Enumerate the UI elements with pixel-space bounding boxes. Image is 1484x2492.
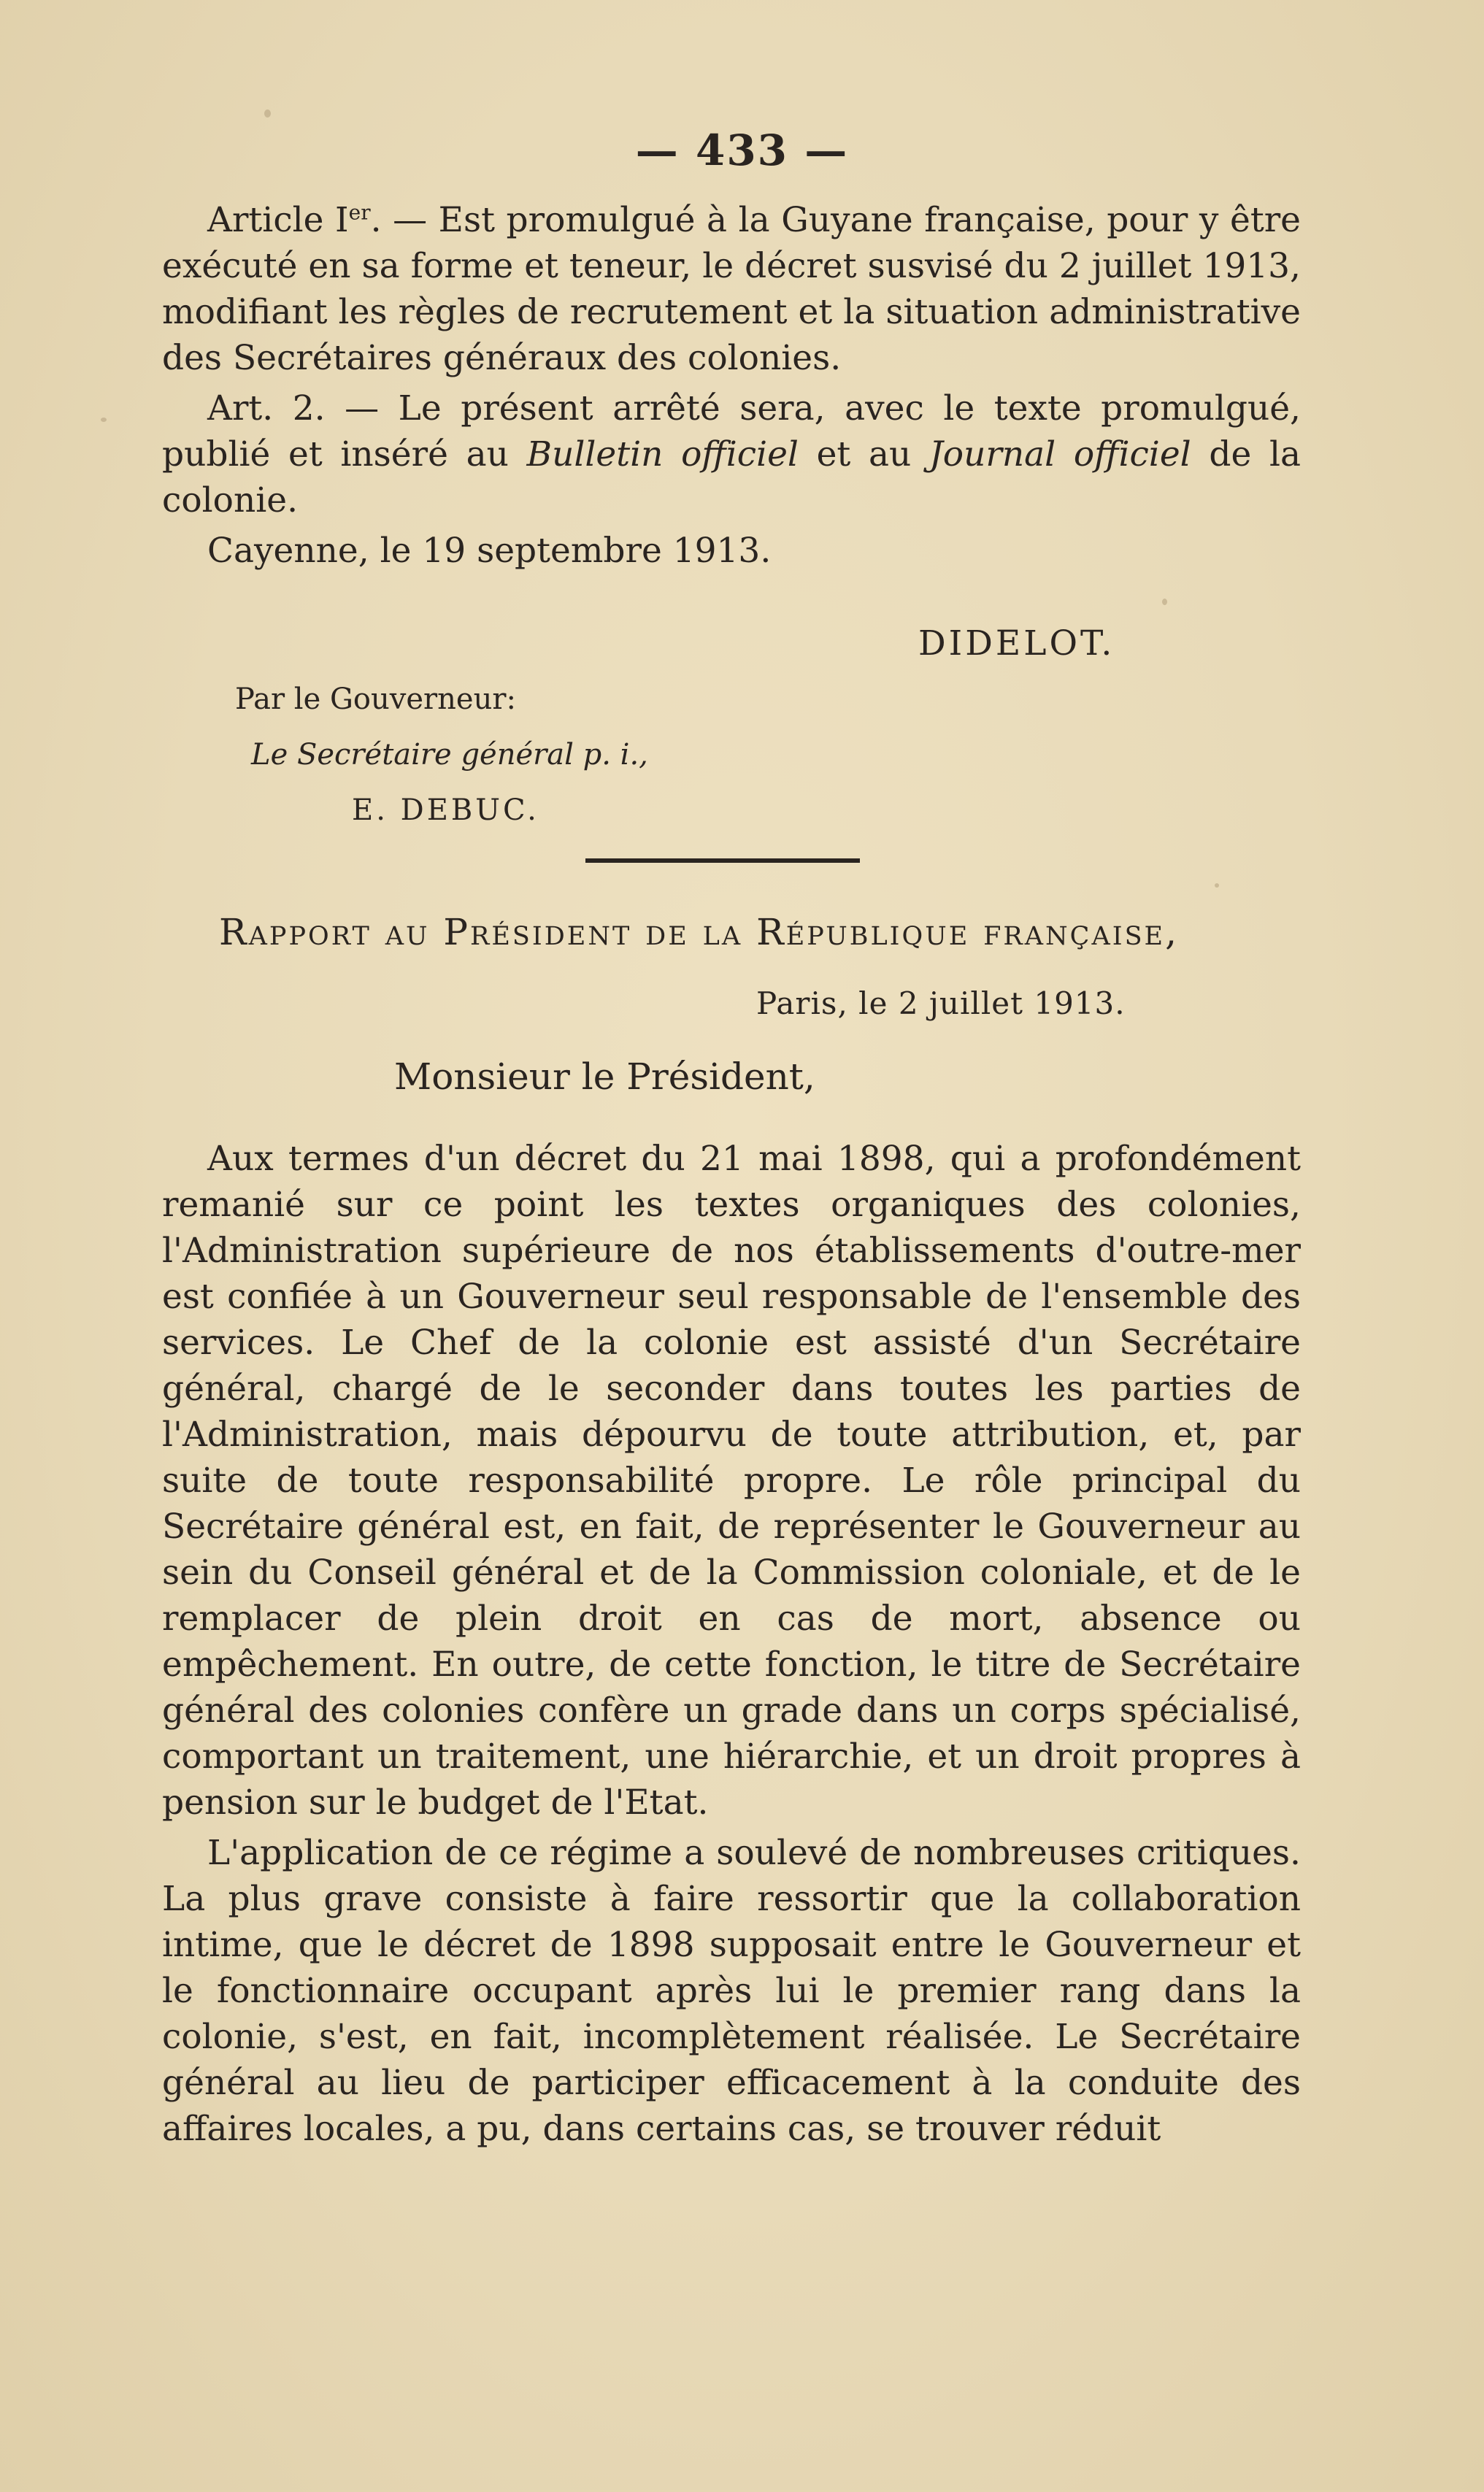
decree-articles — [162, 197, 1301, 574]
secretary-role: Le Secrétaire général p. i., — [251, 738, 648, 772]
article-2-text-c: de la colonie. — [162, 434, 1301, 520]
place-date: Cayenne, le 19 septembre 1913. — [207, 531, 772, 571]
report-heading: Rapport au Président de la République française, — [219, 911, 1179, 953]
report-dateline: Paris, le 2 juillet 1913. — [756, 985, 1126, 1021]
report-body — [162, 1136, 1301, 2152]
paper-speck — [1162, 599, 1167, 605]
section-divider — [585, 858, 860, 863]
paper-speck — [101, 418, 107, 422]
paper-speck — [1215, 883, 1219, 888]
secretary-name: E. DEBUC. — [352, 793, 539, 827]
page-number: — 433 — — [635, 126, 849, 175]
article-1-text: . — Est promulgué à la Guyane française, pour y être exécuté en sa forme et teneur, le décret susvisé du 2 juillet 1913, modifiant les règles de recrutement et la situation administrative des Secrétaires généraux des colonies. — [162, 200, 1301, 378]
article-2-text-b: et au — [798, 434, 929, 474]
paper-speck — [264, 109, 271, 118]
bulletin-officiel-title: Bulletin officiel — [526, 434, 799, 474]
report-paragraph-1: Aux termes d'un décret du 21 mai 1898, qui a profondément remanié sur ce point les textes organiques des colonies, l'Administration supérieure de nos établissements d'outre-mer est confiée à un Gouverneur seul responsable de l'ensemble des services. Le Chef de la colonie est assisté d'un Secrétaire général, chargé de le seconder dans toutes les parties de l'Administration, mais dépourvu de toute attribution, et, par suite de toute responsabilité propre. Le rôle principal du Secrétaire général est, en fait, de représenter le Gouverneur au sein du Conseil général et de la Commission coloniale, et de le remplacer de plein droit en cas de mort, absence ou empêchement. En outre, de cette fonction, le titre de Secrétaire général des colonies confère un grade dans un corps spécialisé, comportant un traitement, une hiérarchie, et un droit propres à pension sur le budget de l'Etat. — [162, 1139, 1301, 1823]
countersignature-block — [235, 672, 648, 838]
report-paragraph-2: L'application de ce régime a soulevé de nombreuses critiques. La plus grave consiste à faire ressortir que la collaboration intime, que le décret de 1898 supposait entre le Gouverneur et le fonctionnaire occupant après lui le premier rang dans la colonie, s'est, en fait, incomplètement réalisée. Le Secrétaire général au lieu de participer efficacement à la conduite des affaires locales, a pu, dans certains cas, se trouver réduit — [162, 1833, 1301, 2149]
article-1-label: Article I — [207, 200, 349, 240]
article-2 — [162, 385, 1301, 523]
signatory-name: DIDELOT. — [918, 623, 1115, 664]
article-2-text-a: Art. 2. — Le présent arrêté sera, avec le texte promulgué, publié et inséré au — [162, 388, 1301, 474]
by-governor-line: Par le Gouverneur: — [235, 682, 516, 716]
journal-officiel-title: Journal officiel — [929, 434, 1191, 474]
article-1-superscript: er — [348, 200, 371, 225]
article-1 — [162, 197, 1301, 381]
report-salutation: Monsieur le Président, — [394, 1055, 815, 1098]
